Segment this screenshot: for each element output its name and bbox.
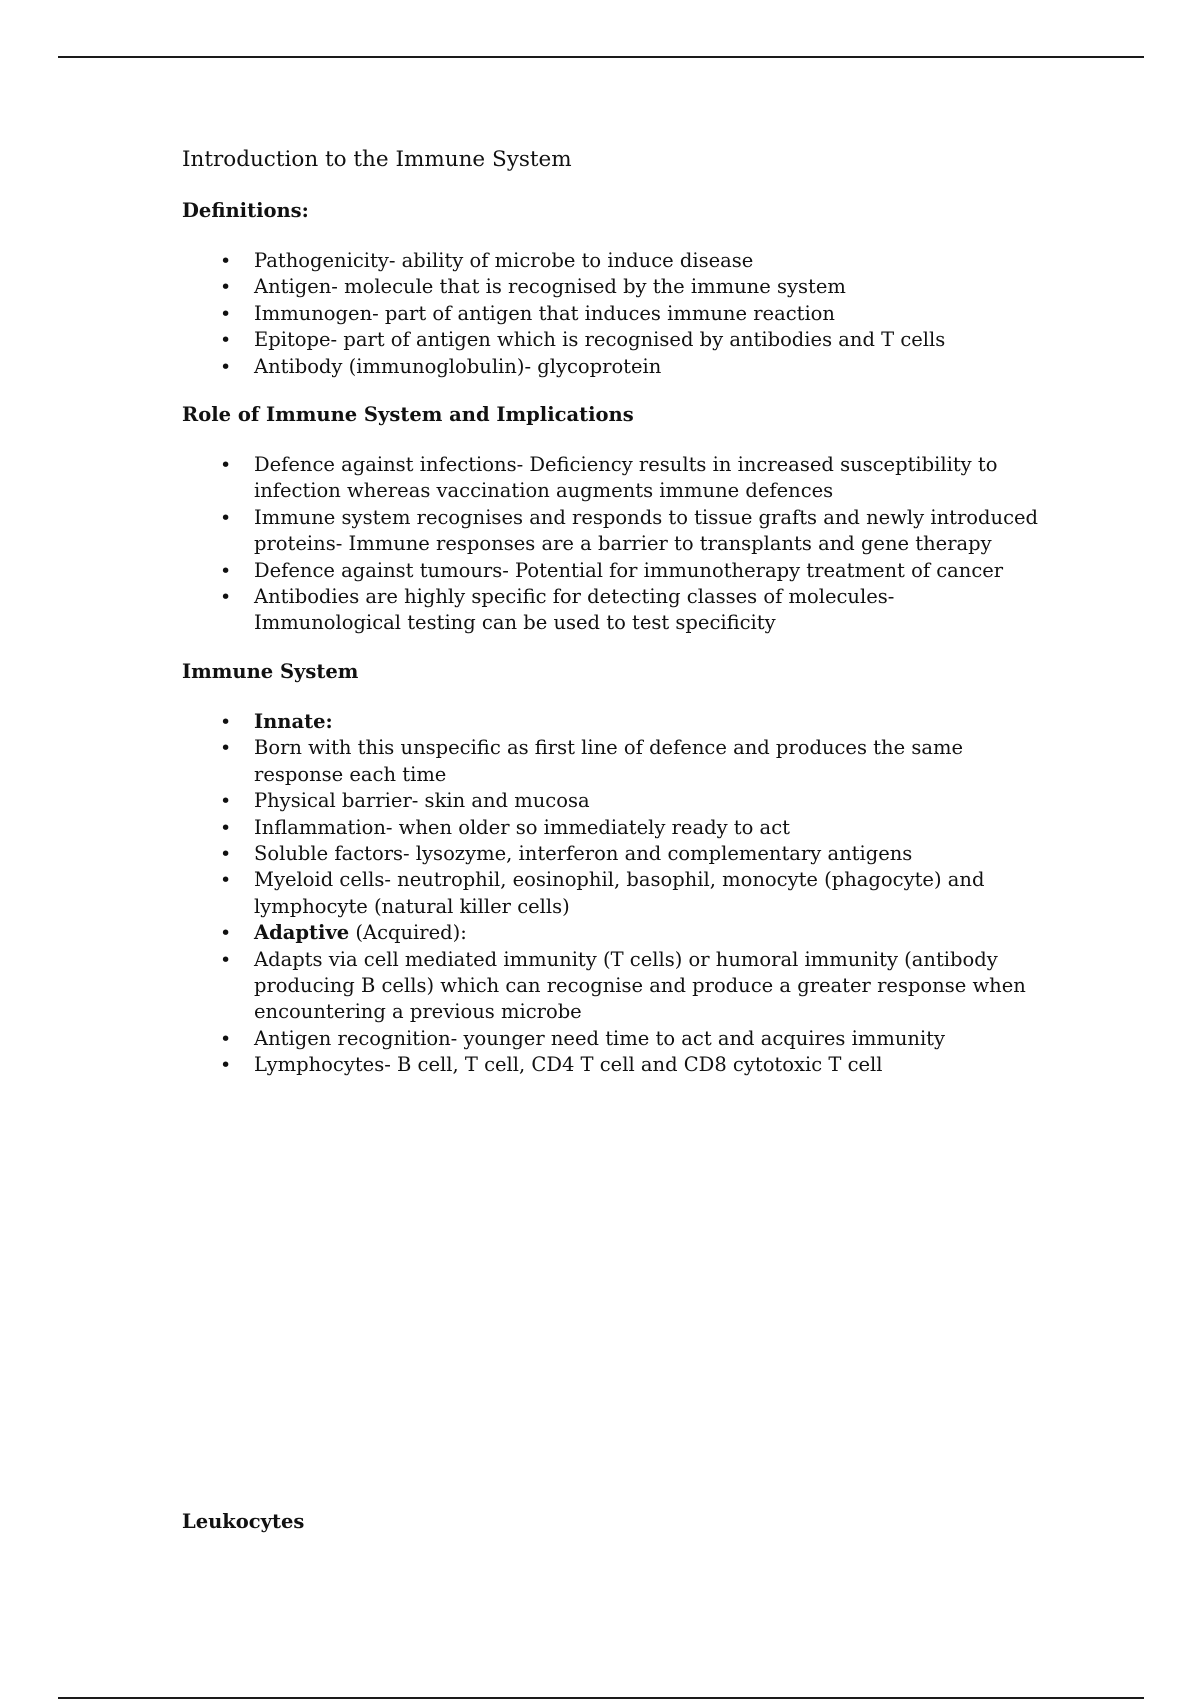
bullet-icon: •	[220, 1027, 232, 1050]
immune-system-list	[182, 709, 1042, 1079]
bullet-icon: •	[220, 355, 232, 378]
leukocytes-heading: Leukocytes	[182, 1509, 305, 1533]
bullet-icon: •	[220, 586, 232, 609]
page-top-rule	[58, 56, 1144, 58]
bullet-icon: •	[220, 922, 232, 945]
bullet-icon: •	[220, 329, 232, 352]
list-item	[220, 841, 1042, 867]
bullet-icon: •	[220, 302, 232, 325]
list-item-text: Born with this unspecific as first line of defence and produces the same response each time	[254, 736, 963, 786]
list-item	[220, 709, 1042, 735]
bullet-icon: •	[220, 948, 232, 971]
list-item-text: Lymphocytes- B cell, T cell, CD4 T cell and CD8 cytotoxic T cell	[254, 1053, 883, 1077]
definitions-heading: Definitions:	[182, 199, 309, 222]
page-bottom-rule	[58, 1697, 1144, 1699]
list-item	[220, 301, 1042, 327]
list-item	[220, 274, 1042, 300]
definitions-list	[182, 248, 1042, 380]
list-item-text: Antibodies are highly specific for detecting classes of molecules- Immunological testing can be used to test specificity	[254, 585, 895, 635]
adaptive-label: Adaptive	[254, 921, 350, 945]
bullet-icon: •	[220, 737, 232, 760]
list-item-text: Adapts via cell mediated immunity (T cells) or humoral immunity (antibody producing B cells) which can recognise and produce a greater response when encountering a previous microbe	[254, 947, 1026, 1024]
list-item	[220, 584, 1042, 637]
list-item-text: Inflammation- when older so immediately ready to act	[254, 815, 790, 839]
role-heading: Role of Immune System and Implications	[182, 403, 634, 427]
list-item	[220, 788, 1042, 814]
immune-system-heading: Immune System	[182, 659, 359, 683]
list-item	[220, 867, 1042, 920]
list-item-text: Defence against tumours- Potential for immunotherapy treatment of cancer	[254, 558, 1004, 582]
bullet-icon: •	[220, 710, 232, 733]
bullet-icon: •	[220, 454, 232, 477]
bullet-icon: •	[220, 790, 232, 813]
list-item-text: Physical barrier- skin and mucosa	[254, 789, 590, 813]
list-item-text: Pathogenicity- ability of microbe to induce disease	[254, 249, 754, 272]
list-item	[220, 505, 1042, 558]
list-item	[220, 354, 1042, 380]
adaptive-suffix: (Acquired):	[349, 921, 467, 945]
bullet-icon: •	[220, 559, 232, 582]
role-list	[182, 452, 1042, 637]
bullet-icon: •	[220, 506, 232, 529]
bullet-icon: •	[220, 816, 232, 839]
list-item	[220, 920, 1042, 946]
blank-space	[182, 1101, 1042, 1509]
list-item-text: Defence against infections- Deficiency results in increased susceptibility to infection whereas vaccination augments immune defences	[254, 453, 998, 503]
list-item-text: Antigen recognition- younger need time to act and acquires immunity	[254, 1026, 946, 1050]
list-item-text: Soluble factors- lysozyme, interferon and complementary antigens	[254, 841, 913, 865]
list-item	[220, 735, 1042, 788]
list-item-text: Antibody (immunoglobulin)- glycoprotein	[254, 354, 662, 378]
document-title: Introduction to the Immune System	[182, 147, 572, 172]
list-item-text: Epitope- part of antigen which is recognised by antibodies and T cells	[254, 328, 946, 352]
list-item	[220, 327, 1042, 353]
list-item	[220, 452, 1042, 505]
list-item-text: Immunogen- part of antigen that induces immune reaction	[254, 301, 835, 325]
list-item-text: Antigen- molecule that is recognised by the immune system	[254, 275, 846, 299]
list-item	[220, 1052, 1042, 1078]
bullet-icon: •	[220, 250, 232, 272]
list-item-text: Immune system recognises and responds to tissue grafts and newly introduced proteins- Immune responses are a barrier to transplants and gene therapy	[254, 505, 1039, 556]
document-body	[182, 146, 1042, 1535]
bullet-icon: •	[220, 276, 232, 299]
bullet-icon: •	[220, 1054, 232, 1077]
list-item-text: Myeloid cells- neutrophil, eosinophil, basophil, monocyte (phagocyte) and lymphocyte (natural killer cells)	[254, 868, 985, 918]
list-item	[220, 815, 1042, 841]
list-item	[220, 558, 1042, 584]
list-item	[220, 248, 1042, 274]
bullet-icon: •	[220, 869, 232, 892]
bullet-icon: •	[220, 842, 232, 865]
list-item	[220, 947, 1042, 1026]
innate-label: Innate:	[254, 709, 333, 733]
list-item	[220, 1026, 1042, 1052]
